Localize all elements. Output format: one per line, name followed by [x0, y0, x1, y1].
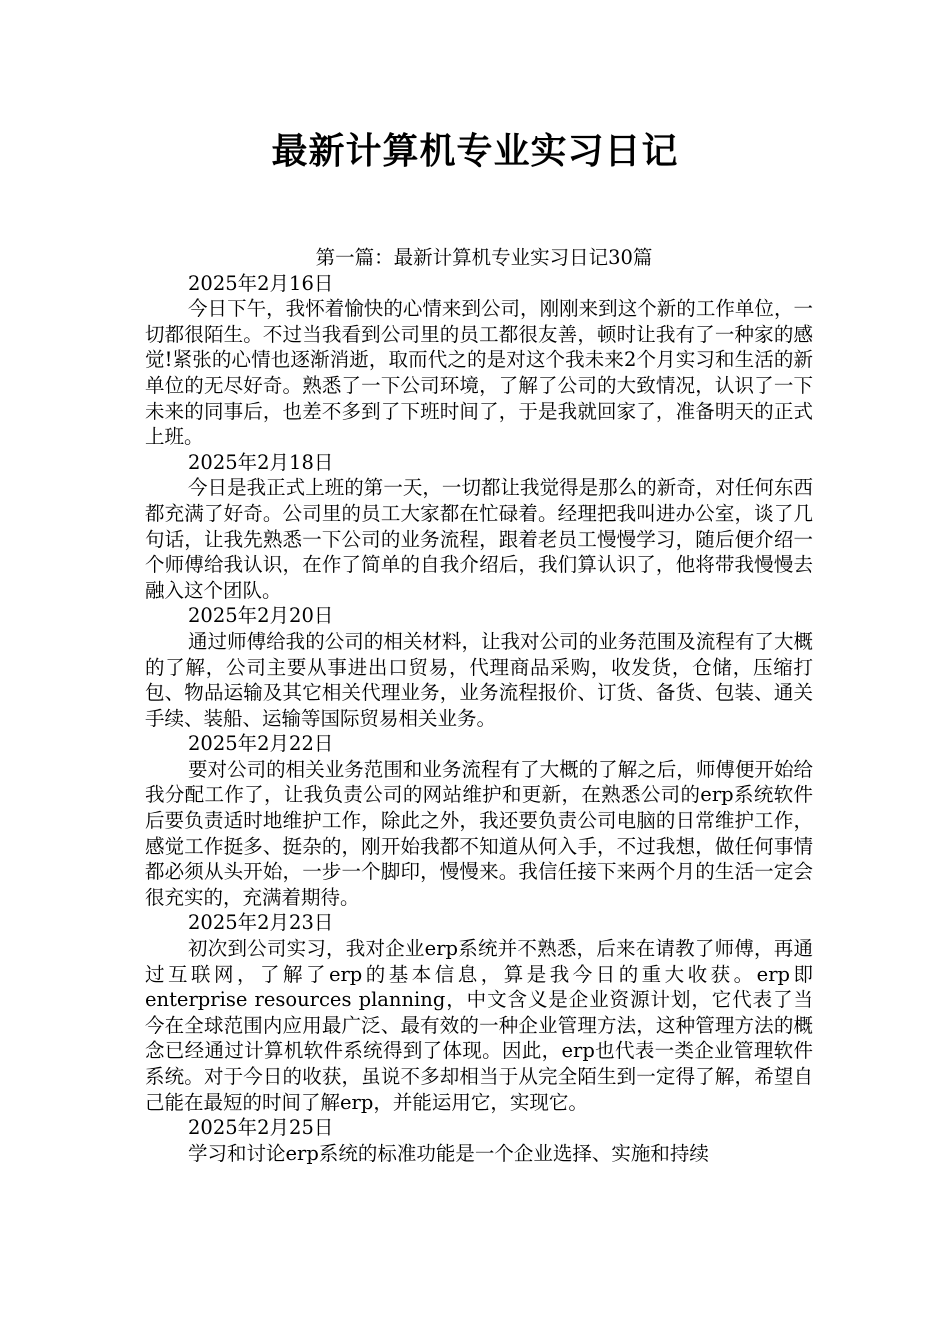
entry-paragraph: 学习和讨论erp系统的标准功能是一个企业选择、实施和持续: [188, 1141, 709, 1165]
entry-paragraph: 通过师傅给我的公司的相关材料，让我对公司的业务范围及流程有了大概的了解，公司主要从事进出口贸易，代理商品采购，收发货，仓储，压缩打包、物品运输及其它相关代理业务，业务流程报价、订货、备货、包装、通关手续、装船、运输等国际贸易相关业务。: [145, 629, 813, 730]
entry-paragraph: 今日是我正式上班的第一天，一切都让我觉得是那么的新奇，对任何东西都充满了好奇。公司里的员工大家都在忙碌着。经理把我叫进办公室，谈了几句话，让我先熟悉一下公司的业务流程，跟着老员工慢慢学习，随后便介绍一个师傅给我认识，在作了简单的自我介绍后，我们算认识了，他将带我慢慢去融入这个团队。: [145, 476, 813, 602]
section-heading: 第一篇：最新计算机专业实习日记30篇: [315, 246, 653, 269]
entry-date: 2025年2月16日: [188, 271, 334, 295]
entry-paragraph: 要对公司的相关业务范围和业务流程有了大概的了解之后，师傅便开始给我分配工作了，让我负责公司的网站维护和更新，在熟悉公司的erp系统软件后要负责适时地维护工作，除此之外，我还要负责公司电脑的日常维护工作，感觉工作挺多、挺杂的，刚开始我都不知道从何入手，不过我想，做任何事情都必须从头开始，一步一个脚印，慢慢来。我信任接下来两个月的生活一定会很充实的，充满着期待。: [145, 757, 813, 909]
document-title: 最新计算机专业实习日记: [271, 131, 679, 172]
entry-date: 2025年2月18日: [188, 450, 334, 474]
document-body: [145, 245, 813, 1166]
entry-paragraph: 今日下午，我怀着愉快的心情来到公司，刚刚来到这个新的工作单位，一切都很陌生。不过当我看到公司里的员工都很友善，顿时让我有了一种家的感觉!紧张的心情也逐渐消逝，取而代之的是对这个我未来2个月实习和生活的新单位的无尽好奇。熟悉了一下公司环境，了解了公司的大致情况，认识了一下未来的同事后，也差不多到了下班时间了，于是我就回家了，准备明天的正式上班。: [145, 297, 813, 449]
entry-date: 2025年2月22日: [188, 732, 334, 756]
entry-date: 2025年2月20日: [188, 604, 334, 628]
entry-paragraph: 初次到公司实习，我对企业erp系统并不熟悉，后来在请教了师傅，再通过互联网，了解了erp的基本信息，算是我今日的重大收获。erp即enterprise resources planning，中文含义是企业资源计划，它代表了当今在全球范围内应用最广泛、最有效的一种企业管理方法，这种管理方法的概念已经通过计算机软件系统得到了体现。因此，erp也代表一类企业管理软件系统。对于今日的收获，虽说不多却相当于从完全陌生到一定得了解，希望自己能在最短的时间了解erp，并能运用它，实现它。: [145, 937, 813, 1114]
entry-date: 2025年2月23日: [188, 911, 334, 935]
entry-date: 2025年2月25日: [188, 1116, 334, 1140]
